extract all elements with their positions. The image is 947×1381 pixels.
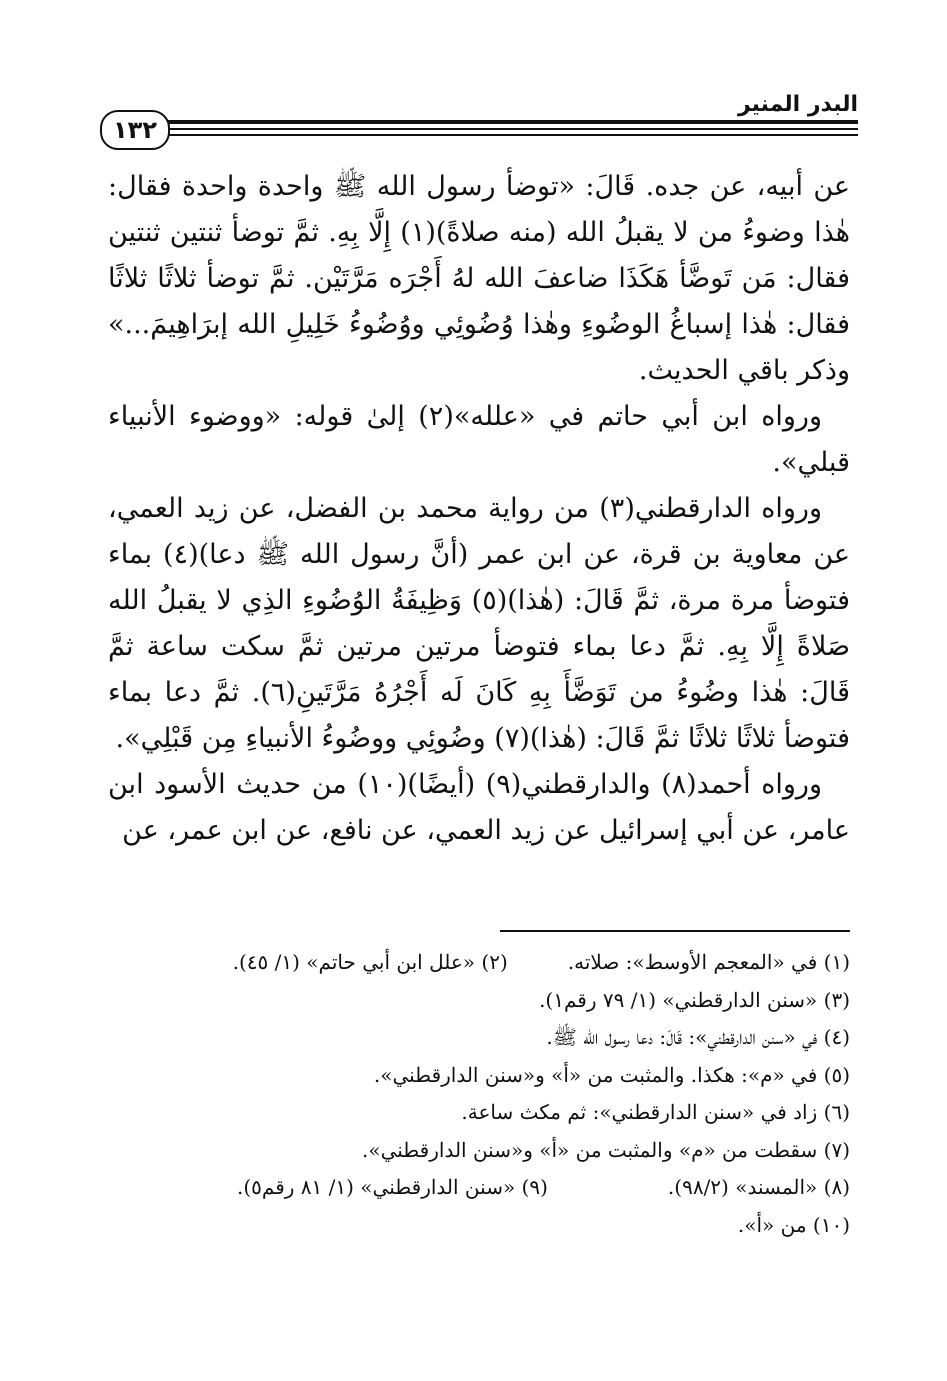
header-rule: [168, 120, 858, 124]
footnote-line: [108, 1057, 850, 1095]
header-rule: [168, 128, 858, 130]
footnote-line: [108, 1019, 850, 1057]
footnote: (١) في «المعجم الأوسط»: صلاته.: [567, 950, 850, 974]
footnote: (٧) سقطت من «م» والمثبت من «أ» و«سنن الدارقطني».: [361, 1137, 850, 1162]
footnote-line: [108, 1207, 850, 1245]
paragraph: ورواه ابن أبي حاتم في «علله»(٢) إلىٰ قوله: «ووضوء الأنبياء قبلي».: [108, 401, 850, 478]
footnote: (٣) «سنن الدارقطني» (١/ ٧٩ رقم١).: [539, 987, 850, 1012]
footnote: (١٠) من «أ».: [737, 1212, 850, 1237]
paragraph: ورواه الدارقطني(٣) من رواية محمد بن الفضل، عن زيد العمي، عن معاوية بن قرة، عن ابن عمر (أنَّ رسول الله ﷺ دعا)(٤) بماء فتوضأ مرة مرة، ثمَّ قَالَ: (هٰذا)(٥) وَظِيفَةُ الوُضُوءِ الذِي لا يقبلُ الله صَلاةً إِلَّا بِهِ. ثمَّ دعا بماء فتوضأ مرتين مرتين ثمَّ سكت ساعة ثمَّ قَالَ: هٰذا وضُوءُ من تَوَضَّأَ بِهِ كَانَ لَه أَجْرُهُ مَرَّتَينِ(٦). ثمَّ دعا بماء فتوضأ ثلاثًا ثلاثًا ثمَّ قَالَ: (هٰذا)(٧) وضُوئِي ووضُوءُ الأنبياءِ مِن قَبْلِي».: [108, 493, 850, 754]
header-rule: [168, 134, 858, 136]
footnote-line: [108, 944, 850, 982]
footnote-line: [108, 1094, 850, 1132]
footnote: (٢) «علل ابن أبي حاتم» (١/ ٤٥).: [232, 950, 508, 974]
footnote: (٩) «سنن الدارقطني» (١/ ٨١ رقم٥).: [236, 1175, 548, 1199]
paragraph: عن أبيه، عن جده. قَالَ: «توضأ رسول الله ﷺ واحدة واحدة فقال: هٰذا وضوءُ من لا يقبلُ الله (منه صلاةً)(١) إِلَّا بِهِ. ثمَّ توضأ ثنتين ثنتين فقال: مَن تَوضَّأ هَكَذَا ضاعفَ الله لهُ أَجْرَه مَرَّتَيْن. ثمَّ توضأ ثلاثًا ثلاثًا فقال: هٰذا إسباغُ الوضُوءِ وهٰذا وُضُوئِي ووُضُوءُ خَلِيلِ الله إبرَاهِيمَ...» وذكر باقي الحديث.: [108, 171, 850, 386]
footnotes: [108, 944, 850, 1244]
footnote-line: [108, 1169, 850, 1207]
page-header: [100, 90, 858, 160]
footnote: (٤) في «سنن الدارقطني»: قَالَ: دعا رسول الله ﷺ.: [546, 1025, 850, 1049]
footnote-line: [108, 982, 850, 1020]
running-title: البدر المنير: [737, 92, 858, 117]
footnote-line: [108, 1132, 850, 1170]
footnote: (٥) في «م»: هكذا. والمثبت من «أ» و«سنن الدارقطني».: [373, 1062, 850, 1087]
page-number: ١٣٢: [100, 110, 170, 150]
footnote: (٨) «المسند» (٩٨/٢).: [667, 1175, 850, 1199]
main-text: [108, 164, 850, 854]
footnote: (٦) زاد في «سنن الدارقطني»: ثم مكث ساعة.: [461, 1100, 850, 1124]
footnote-separator: [500, 930, 850, 932]
paragraph: ورواه أحمد(٨) والدارقطني(٩) (أيضًا)(١٠) من حديث الأسود ابن عامر، عن أبي إسرائيل عن زيد العمي، عن نافع، عن ابن عمر، عن: [108, 769, 850, 846]
